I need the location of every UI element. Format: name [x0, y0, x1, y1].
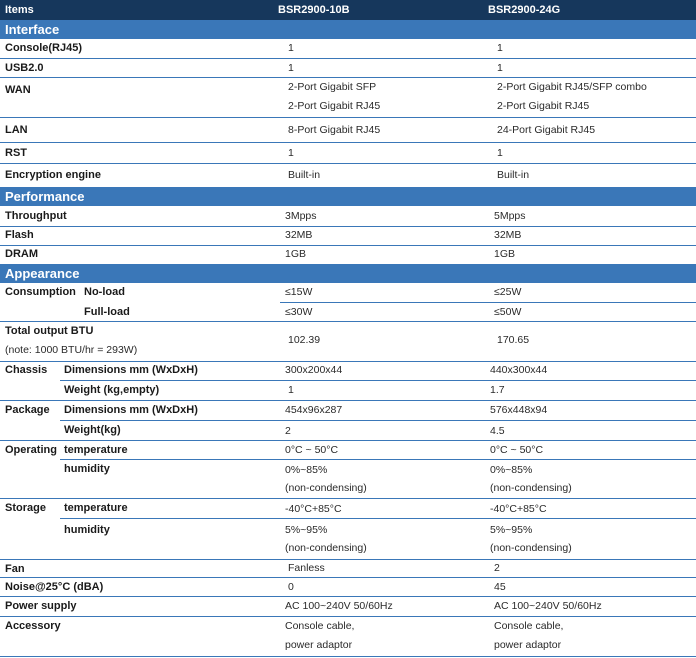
row-label-package: Package — [5, 404, 50, 416]
row-label-flash: Flash — [5, 229, 34, 241]
row-separator — [0, 163, 696, 164]
cell-lan-2: 24-Port Gigabit RJ45 — [497, 124, 596, 136]
cell-wan-2b: 2-Port Gigabit RJ45 — [497, 100, 590, 112]
cell-dram-2: 1GB — [494, 248, 516, 260]
cell-wan-1a: 2-Port Gigabit SFP — [288, 81, 377, 93]
row-label-accessory: Accessory — [5, 620, 61, 632]
cell-storage-humidity-note-1: (non-condensing) — [285, 542, 367, 554]
row-separator — [0, 400, 696, 401]
cell-operating-temp-2: 0°C ~ 50°C — [490, 444, 544, 456]
cell-usb-1: 1 — [288, 62, 294, 74]
cell-operating-humidity-note-2: (non-condensing) — [490, 482, 572, 494]
row-label-lan: LAN — [5, 124, 28, 136]
cell-throughput-1: 3Mpps — [285, 210, 317, 222]
row-separator — [0, 77, 696, 78]
header-model-2: BSR2900-24G — [488, 4, 561, 16]
sub-label-package-dim: Dimensions mm (WxDxH) — [64, 404, 198, 416]
cell-power-2: AC 100~240V 50/60Hz — [494, 600, 602, 612]
cell-package-dim-1: 454x96x287 — [285, 404, 343, 416]
row-separator — [0, 245, 696, 246]
cell-power-1: AC 100~240V 50/60Hz — [285, 600, 393, 612]
cell-console-2: 1 — [497, 42, 503, 54]
cell-wan-2a: 2-Port Gigabit RJ45/SFP combo — [497, 81, 647, 93]
row-separator — [0, 226, 696, 227]
cell-noload-1: ≤15W — [285, 286, 313, 298]
section-performance: Performance — [0, 187, 696, 206]
cell-rst-1: 1 — [288, 147, 294, 159]
cell-flash-1: 32MB — [285, 229, 313, 241]
cell-flash-2: 32MB — [494, 229, 522, 241]
cell-btu-1: 102.39 — [288, 334, 321, 346]
cell-storage-humidity-1: 5%~95% — [285, 524, 328, 536]
cell-storage-humidity-2: 5%~95% — [490, 524, 533, 536]
cell-encryption-2: Built-in — [497, 169, 530, 181]
cell-fan-1: Fanless — [288, 562, 325, 574]
row-label-noise: Noise@25°C (dBA) — [5, 581, 104, 593]
row-label-encryption: Encryption engine — [5, 169, 101, 181]
sub-label-chassis-weight: Weight (kg,empty) — [64, 384, 160, 396]
cell-chassis-weight-2: 1.7 — [490, 384, 505, 396]
cell-fullload-1: ≤30W — [285, 306, 313, 318]
cell-fan-2: 2 — [494, 562, 500, 574]
row-separator — [0, 321, 696, 322]
row-label-btu: Total output BTU — [5, 325, 94, 337]
row-label-chassis: Chassis — [5, 364, 48, 376]
cell-package-weight-2: 4.5 — [490, 425, 505, 437]
btu-note: (note: 1000 BTU/hr = 293W) — [5, 344, 138, 356]
row-separator — [60, 380, 696, 381]
row-separator — [0, 559, 696, 560]
row-separator — [280, 302, 696, 303]
cell-rst-2: 1 — [497, 147, 503, 159]
cell-operating-humidity-note-1: (non-condensing) — [285, 482, 367, 494]
cell-btu-2: 170.65 — [497, 334, 530, 346]
cell-noise-1: 0 — [288, 581, 294, 593]
cell-accessory-2b: power adaptor — [494, 639, 562, 651]
row-separator — [0, 656, 696, 657]
section-interface: Interface — [0, 20, 696, 39]
cell-package-dim-2: 576x448x94 — [490, 404, 548, 416]
row-label-fan: Fan — [5, 563, 25, 575]
cell-dram-1: 1GB — [285, 248, 307, 260]
sub-label-operating-temp: temperature — [64, 444, 128, 456]
table-header — [0, 0, 696, 20]
row-separator — [0, 616, 696, 617]
sub-label-storage-temp: temperature — [64, 502, 128, 514]
cell-storage-temp-1: -40°C+85°C — [285, 503, 342, 515]
cell-storage-temp-2: -40°C+85°C — [490, 503, 547, 515]
cell-chassis-weight-1: 1 — [288, 384, 294, 396]
row-label-storage: Storage — [5, 502, 46, 514]
row-separator — [0, 596, 696, 597]
cell-noise-2: 45 — [494, 581, 506, 593]
header-items: Items — [5, 4, 34, 16]
row-separator — [0, 577, 696, 578]
sub-label-package-weight: Weight(kg) — [64, 424, 121, 436]
cell-lan-1: 8-Port Gigabit RJ45 — [288, 124, 381, 136]
cell-storage-humidity-note-2: (non-condensing) — [490, 542, 572, 554]
sub-label-chassis-dim: Dimensions mm (WxDxH) — [64, 364, 198, 376]
sub-label-fullload: Full-load — [84, 306, 130, 318]
cell-wan-1b: 2-Port Gigabit RJ45 — [288, 100, 381, 112]
sub-label-noload: No-load — [84, 286, 125, 298]
row-separator — [60, 518, 696, 519]
row-separator — [0, 117, 696, 118]
cell-operating-humidity-2: 0%~85% — [490, 464, 533, 476]
cell-package-weight-1: 2 — [285, 425, 291, 437]
cell-accessory-2a: Console cable, — [494, 620, 564, 632]
cell-chassis-dim-2: 440x300x44 — [490, 364, 548, 376]
row-separator — [0, 142, 696, 143]
cell-throughput-2: 5Mpps — [494, 210, 526, 222]
row-label-wan: WAN — [5, 84, 31, 96]
cell-console-1: 1 — [288, 42, 294, 54]
cell-encryption-1: Built-in — [288, 169, 321, 181]
sub-label-storage-humidity: humidity — [64, 524, 110, 536]
row-label-console: Console(RJ45) — [5, 42, 83, 54]
cell-accessory-1b: power adaptor — [285, 639, 353, 651]
cell-usb-2: 1 — [497, 62, 503, 74]
row-label-rst: RST — [5, 147, 27, 159]
row-label-throughput: Throughput — [5, 210, 67, 222]
row-separator — [0, 58, 696, 59]
row-label-consumption: Consumption — [5, 286, 76, 298]
section-appearance: Appearance — [0, 264, 696, 283]
row-separator — [0, 440, 696, 441]
cell-chassis-dim-1: 300x200x44 — [285, 364, 343, 376]
row-label-power: Power supply — [5, 600, 77, 612]
cell-accessory-1a: Console cable, — [285, 620, 355, 632]
row-separator — [0, 361, 696, 362]
cell-operating-humidity-1: 0%~85% — [285, 464, 328, 476]
row-separator — [60, 459, 696, 460]
cell-operating-temp-1: 0°C ~ 50°C — [285, 444, 339, 456]
row-separator — [60, 420, 696, 421]
header-model-1: BSR2900-10B — [278, 4, 350, 16]
cell-noload-2: ≤25W — [494, 286, 522, 298]
row-separator — [0, 498, 696, 499]
row-label-dram: DRAM — [5, 248, 38, 260]
row-label-operating: Operating — [5, 444, 57, 456]
row-label-usb: USB2.0 — [5, 62, 44, 74]
cell-fullload-2: ≤50W — [494, 306, 522, 318]
sub-label-operating-humidity: humidity — [64, 463, 110, 475]
